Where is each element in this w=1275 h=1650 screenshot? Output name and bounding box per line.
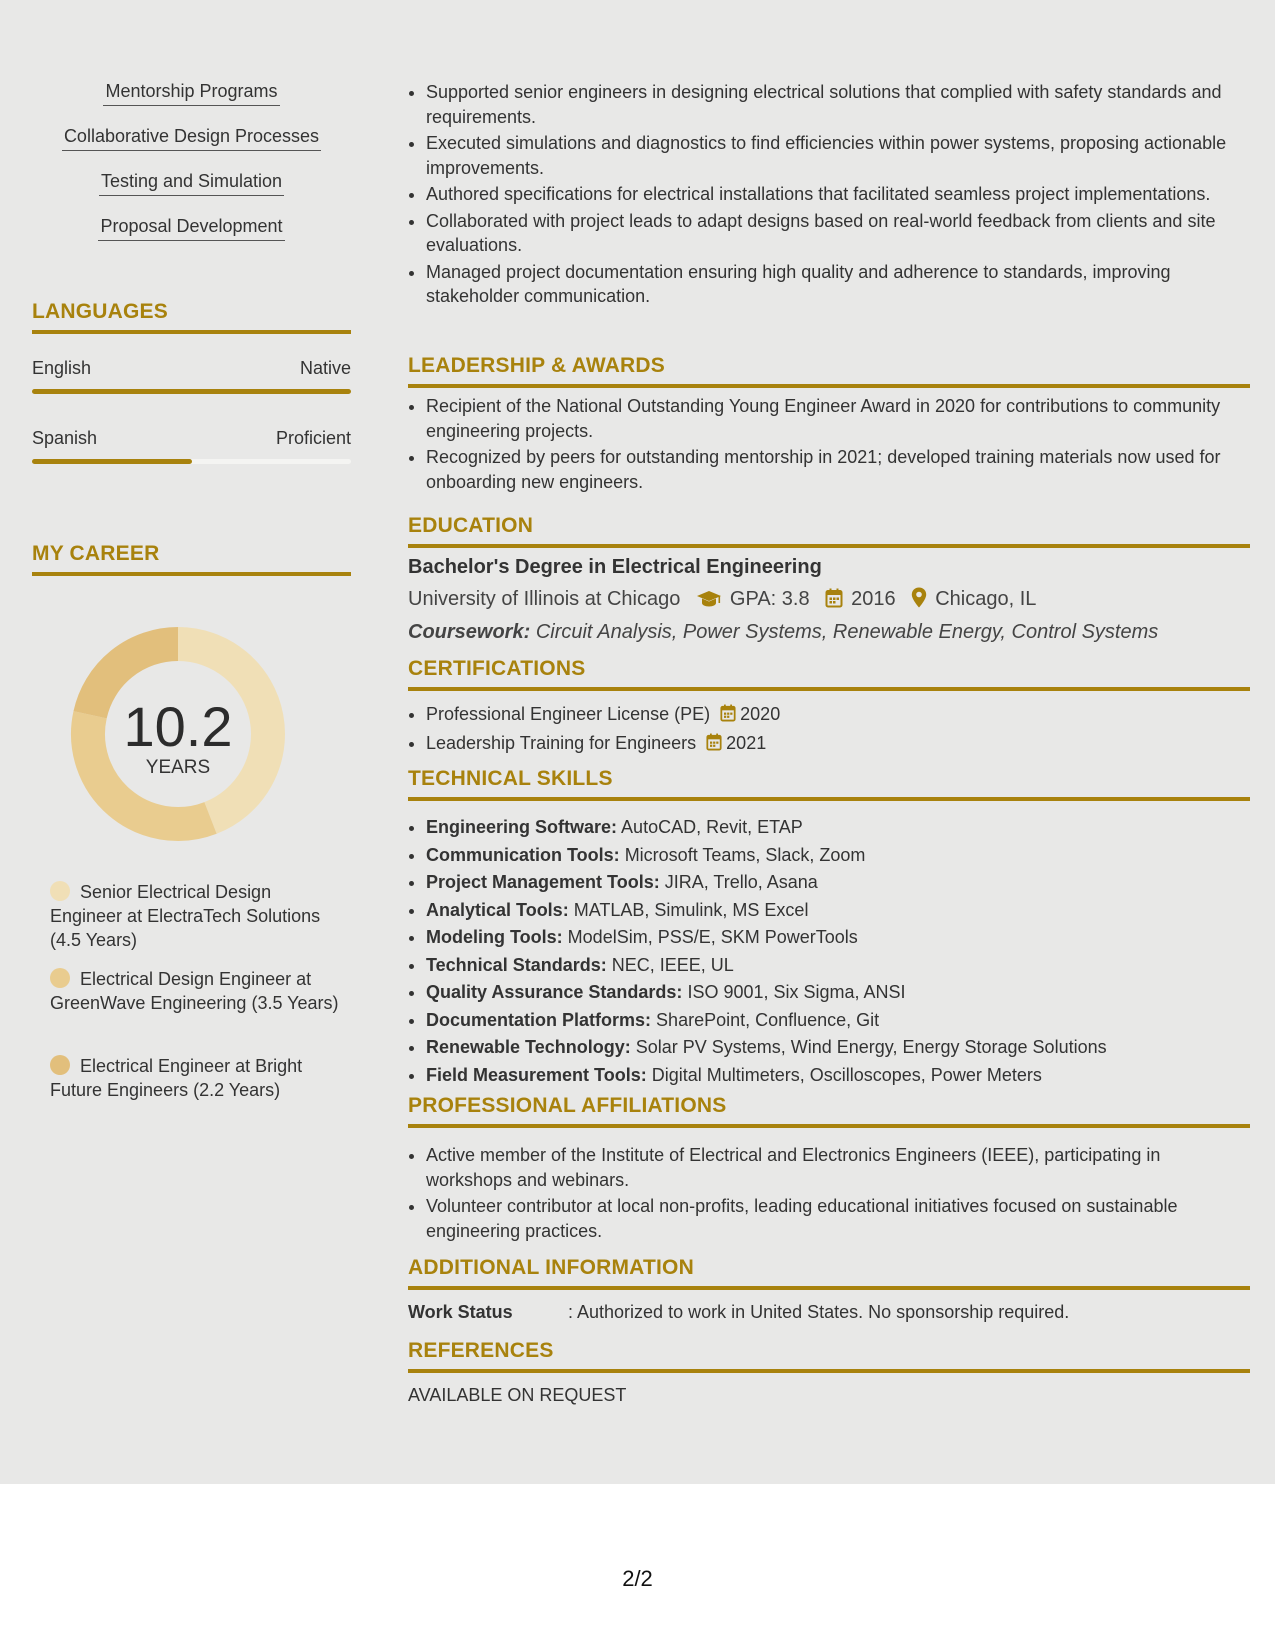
affiliations-list	[408, 1143, 1250, 1245]
skill-tag: Testing and Simulation	[99, 170, 284, 196]
additional-info-heading: ADDITIONAL INFORMATION	[408, 1256, 1250, 1290]
leadership-list	[408, 394, 1250, 496]
references-heading: REFERENCES	[408, 1339, 1250, 1373]
certifications-list	[408, 702, 1250, 759]
skill-category: Engineering Software:	[426, 817, 618, 837]
list-item	[426, 1008, 1250, 1033]
list-item	[426, 1035, 1250, 1060]
skill-category: Quality Assurance Standards:	[426, 982, 683, 1002]
career-legend-label: Electrical Engineer at Bright Future Engineers (2.2 Years)	[50, 1056, 303, 1100]
career-total-value: 10.2	[123, 695, 233, 758]
cert-name: Leadership Training for Engineers	[426, 732, 697, 753]
list-item	[426, 870, 1250, 895]
calendar-icon	[720, 704, 736, 729]
list-item: • Managed project documentation ensuring high quality and adherence to standards, improving stakeholder communication.	[426, 260, 1250, 309]
list-item: • Executed simulations and diagnostics to find efficiencies within power systems, proposing actionable improvements.	[426, 131, 1250, 180]
calendar-icon	[706, 733, 722, 758]
career-legend-item	[50, 967, 340, 1015]
education-heading: EDUCATION	[408, 514, 1250, 548]
skill-values: AutoCAD, Revit, ETAP	[621, 817, 803, 837]
career-donut-chart	[66, 622, 290, 846]
language-bar-fill	[32, 459, 192, 464]
cert-year: 2020	[740, 704, 781, 724]
legend-dot	[50, 1055, 70, 1075]
coursework-list: Circuit Analysis, Power Systems, Renewable Energy, Control Systems	[535, 621, 1159, 643]
language-level: Native	[299, 358, 351, 378]
technical-skills-heading: TECHNICAL SKILLS	[408, 767, 1250, 801]
school-location: Chicago, IL	[935, 588, 1037, 610]
list-item	[426, 1063, 1250, 1088]
skill-category: Analytical Tools:	[426, 899, 569, 920]
technical-skills-list	[408, 815, 1250, 1090]
skill-tag: Collaborative Design Processes	[62, 125, 321, 151]
graduation-cap-icon	[696, 590, 722, 614]
certifications-heading: CERTIFICATIONS	[408, 657, 1250, 691]
list-item: • Recognized by peers for outstanding mentorship in 2021; developed training materials now used for onboarding new engineers.	[426, 445, 1250, 494]
leadership-heading: LEADERSHIP & AWARDS	[408, 354, 1250, 388]
education-entry	[408, 556, 1250, 644]
skill-values: Digital Multimeters, Oscilloscopes, Power Meters	[651, 1064, 1042, 1085]
coursework	[408, 621, 1250, 644]
cert-name: Professional Engineer License (PE)	[426, 704, 711, 724]
skill-values: NEC, IEEE, UL	[611, 954, 734, 975]
skill-values: Solar PV Systems, Wind Energy, Energy Storage Solutions	[635, 1037, 1107, 1057]
skill-category: Field Measurement Tools:	[426, 1064, 647, 1085]
list-item	[426, 953, 1250, 978]
list-item	[426, 843, 1250, 868]
career-legend-item	[50, 1054, 340, 1102]
cert-year: 2021	[726, 732, 767, 753]
list-item	[426, 702, 1250, 729]
list-item: • Collaborated with project leads to adapt designs based on real-world feedback from clients and site evaluations.	[426, 209, 1250, 258]
skill-category: Communication Tools:	[426, 844, 620, 865]
references-text: AVAILABLE ON REQUEST	[408, 1385, 627, 1405]
coursework-label: Coursework:	[408, 621, 531, 643]
location-pin-icon	[911, 587, 927, 614]
career-legend-label: Senior Electrical Design Engineer at ElectraTech Solutions (4.5 Years)	[50, 882, 321, 950]
career-total-unit: YEARS	[145, 757, 211, 778]
list-item: • Volunteer contributor at local non-profits, leading educational initiatives focused on sustainable engineering practices.	[426, 1194, 1250, 1243]
language-name: English	[32, 358, 92, 378]
list-item: • Recipient of the National Outstanding Young Engineer Award in 2020 for contributions to community engineering projects.	[426, 394, 1250, 443]
skill-tags	[32, 80, 351, 260]
gpa: GPA: 3.8	[729, 588, 810, 610]
languages-heading: LANGUAGES	[32, 300, 351, 334]
skill-category: Renewable Technology:	[426, 1037, 631, 1057]
skill-tag: Mentorship Programs	[103, 80, 279, 106]
page-number: 2/2	[622, 1566, 653, 1591]
skill-category: Technical Standards:	[426, 954, 607, 975]
calendar-icon	[825, 588, 843, 614]
list-item	[426, 925, 1250, 950]
list-item	[426, 731, 1250, 758]
language-bar	[32, 459, 351, 464]
degree-title: Bachelor's Degree in Electrical Engineering	[408, 556, 822, 578]
skill-values: JIRA, Trello, Asana	[664, 872, 818, 892]
language-bar	[32, 389, 351, 394]
career-heading: MY CAREER	[32, 542, 351, 576]
skill-category: Project Management Tools:	[426, 872, 660, 892]
work-status-value: : Authorized to work in United States. No sponsorship required.	[568, 1302, 1070, 1322]
list-item: • Supported senior engineers in designing electrical solutions that complied with safety standards and requirements.	[426, 80, 1250, 129]
legend-dot	[50, 881, 70, 901]
career-legend-label: Electrical Design Engineer at GreenWave Engineering (3.5 Years)	[50, 969, 339, 1013]
skill-values: ModelSim, PSS/E, SKM PowerTools	[567, 927, 858, 947]
list-item: • Active member of the Institute of Electrical and Electronics Engineers (IEEE), participating in workshops and webinars.	[426, 1143, 1250, 1192]
skill-tag: Proposal Development	[98, 215, 284, 241]
skill-values: MATLAB, Simulink, MS Excel	[573, 899, 809, 920]
career-legend-item	[50, 880, 340, 952]
work-status-label: Work Status	[408, 1302, 513, 1322]
skill-values: Microsoft Teams, Slack, Zoom	[624, 844, 866, 865]
skill-values: ISO 9001, Six Sigma, ANSI	[687, 982, 906, 1002]
skill-category: Modeling Tools:	[426, 927, 563, 947]
experience-bullets	[408, 80, 1250, 311]
language-level: Proficient	[275, 428, 351, 448]
list-item	[426, 815, 1250, 840]
skill-category: Documentation Platforms:	[426, 1009, 652, 1030]
legend-dot	[50, 968, 70, 988]
affiliations-heading: PROFESSIONAL AFFILIATIONS	[408, 1094, 1250, 1128]
work-status	[408, 1302, 1250, 1323]
graduation-year: 2016	[851, 588, 896, 610]
list-item: • Authored specifications for electrical installations that facilitated seamless project implementations.	[426, 182, 1250, 207]
language-name: Spanish	[32, 428, 98, 448]
list-item	[426, 898, 1250, 923]
list-item	[426, 980, 1250, 1005]
language-bar-fill	[32, 389, 351, 394]
skill-values: SharePoint, Confluence, Git	[656, 1009, 880, 1030]
school-name: University of Illinois at Chicago	[408, 588, 681, 610]
education-details	[408, 587, 1250, 614]
